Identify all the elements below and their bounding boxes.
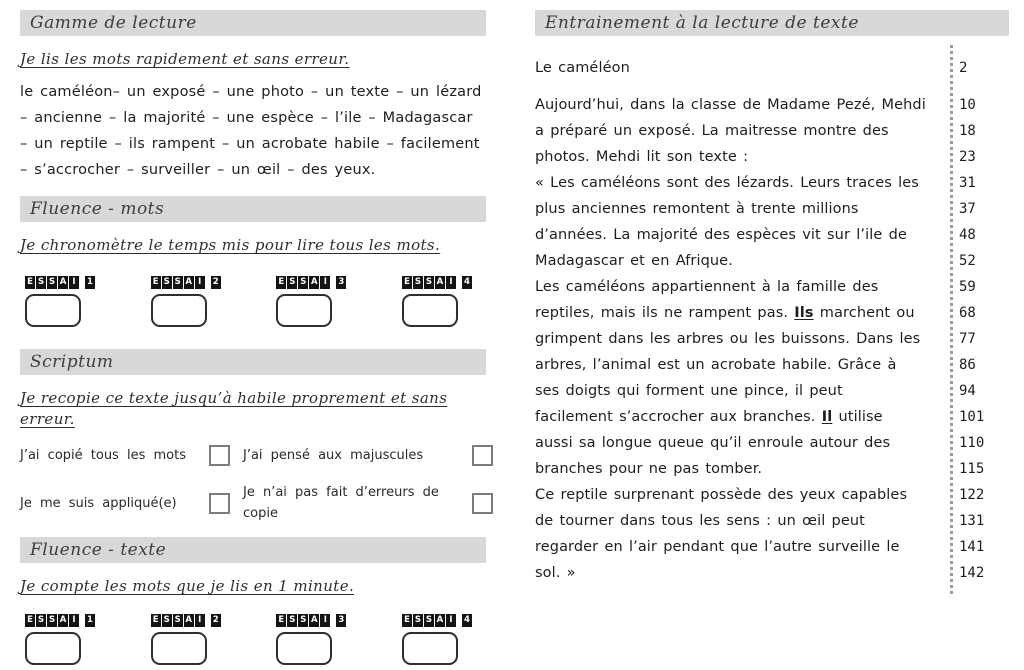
- essai-4-answer-box[interactable]: [402, 294, 458, 327]
- word-count: 77: [959, 331, 976, 347]
- essai-label: [402, 613, 472, 627]
- word-count: 2: [959, 60, 968, 76]
- text-segment: Aujourd’hui, dans la classe de Madame Pezé, Mehdi: [535, 97, 926, 113]
- checklist-label: Je me suis appliqué(e): [20, 495, 177, 511]
- essai-label: [151, 275, 221, 289]
- text-segment: branches pour ne pas tomber.: [535, 461, 763, 477]
- essai-letter-tile: S: [414, 276, 422, 287]
- word-count: 31: [959, 175, 976, 191]
- essai-letter-tile: A: [185, 614, 192, 625]
- text-line: [535, 300, 1009, 326]
- instruction-wrap: [20, 388, 486, 430]
- instruction-wrap: [20, 235, 486, 256]
- text-line: [535, 482, 1009, 508]
- text-line: [535, 378, 1009, 404]
- text-segment: « Les caméléons sont des lézards. Leurs traces les: [535, 175, 919, 191]
- essai-letter-tile: A: [311, 614, 318, 625]
- essai-label: [25, 613, 95, 627]
- text-line: [535, 196, 1009, 222]
- essai-number-tile: 1: [85, 614, 95, 627]
- essai-label: [151, 613, 221, 627]
- essai-letter-tile: A: [311, 276, 318, 287]
- essai-letter-tile: S: [425, 276, 433, 287]
- reading-text-area: [535, 55, 1009, 586]
- tile-gap: [206, 614, 210, 627]
- right-column: [535, 10, 1009, 586]
- text-segment: facilement s’accrocher aux branches.: [535, 409, 822, 425]
- line-text: [535, 487, 907, 503]
- essai-letter-tile: S: [174, 614, 181, 625]
- essai-letter-tile: E: [25, 614, 35, 627]
- line-text: [535, 227, 907, 243]
- text-segment: plus anciennes remontent à trente millions: [535, 201, 859, 217]
- text-line: [535, 170, 1009, 196]
- essai-letter-tile: S: [300, 614, 307, 625]
- checkbox[interactable]: [472, 445, 493, 466]
- essai-letter-tile: E: [151, 276, 161, 289]
- word-count: 142: [959, 565, 985, 581]
- word-count: 94: [959, 383, 976, 399]
- tile-gap: [80, 276, 84, 289]
- essai-label: [276, 613, 346, 627]
- tile-gap: [457, 614, 461, 627]
- essai-label: [276, 275, 346, 289]
- line-text: [535, 383, 843, 399]
- instruction-wrap: [20, 576, 486, 597]
- essai-row-fluence-mots: [20, 275, 472, 327]
- line-text: [535, 97, 926, 113]
- text-segment: sol. »: [535, 565, 576, 581]
- instruction-scriptum: Je recopie ce texte jusqu’à habile proprement et sans erreur.: [20, 389, 448, 428]
- essai-letter-tile: I: [195, 276, 205, 289]
- essai-number-tile: 3: [336, 614, 346, 627]
- word-count: 48: [959, 227, 976, 243]
- text-line: [535, 326, 1009, 352]
- essai-letter-tile: E: [151, 614, 161, 627]
- line-text: [535, 513, 865, 529]
- word-count: 141: [959, 539, 985, 555]
- word-count: 37: [959, 201, 976, 217]
- essai-letter-tile: E: [402, 276, 412, 289]
- text-line: [535, 222, 1009, 248]
- checklist-label: J’ai copié tous les mots: [20, 448, 186, 463]
- essai-number-tile: 3: [336, 276, 346, 289]
- text-line: [535, 534, 1009, 560]
- tile-gap: [457, 276, 461, 289]
- essai-1-answer-box[interactable]: [25, 294, 81, 327]
- word-count: 101: [959, 409, 985, 425]
- text-segment: regarder en l’air pendant que l’autre surveille le: [535, 539, 900, 555]
- line-text: [535, 279, 878, 295]
- line-text: [535, 409, 883, 425]
- essai-2-answer-box[interactable]: [151, 294, 207, 327]
- text-segment: Les caméléons appartiennent à la famille des: [535, 279, 879, 295]
- essai-3-answer-box[interactable]: [276, 632, 332, 665]
- section-title-fluence-texte: Fluence - texte: [20, 537, 486, 563]
- instruction-fluence-mots: Je chronomètre le temps mis pour lire tous les mots.: [20, 236, 441, 254]
- essai-letter-tile: I: [446, 276, 456, 289]
- essai-2-answer-box[interactable]: [151, 632, 207, 665]
- text-segment: d’années. La majorité des espèces vit sur l’ile de: [535, 227, 907, 243]
- scriptum-checklist: [20, 445, 486, 524]
- essai-letter-tile: E: [402, 614, 412, 627]
- emphasized-word: Il: [821, 409, 833, 425]
- word-count: 23: [959, 149, 976, 165]
- word-count: 10: [959, 97, 976, 113]
- section-title-gamme-de-lecture: Gamme de lecture: [20, 10, 486, 36]
- essai-letter-tile: A: [59, 614, 67, 625]
- tile-gap: [331, 276, 335, 289]
- text-line: [535, 430, 1009, 456]
- line-text: [535, 201, 859, 217]
- text-title-line: [535, 55, 1009, 81]
- essai-block: [151, 613, 221, 665]
- checklist-label: J’ai pensé aux majuscules: [243, 448, 424, 463]
- essai-letter-tile: S: [289, 276, 296, 287]
- word-count: 18: [959, 123, 976, 139]
- text-line: [535, 404, 1009, 430]
- essai-block: [151, 275, 221, 327]
- text-line: [535, 144, 1009, 170]
- essai-letter-tile: S: [48, 276, 56, 287]
- text-segment: aussi sa longue queue qu’il enroule autour des: [535, 435, 891, 451]
- text-line: [535, 118, 1009, 144]
- essai-letter-tile: S: [37, 276, 45, 287]
- section-title-fluence-mots: Fluence - mots: [20, 196, 486, 222]
- essai-1-answer-box[interactable]: [25, 632, 81, 665]
- checkbox[interactable]: [209, 445, 230, 466]
- instruction-gamme: Je lis les mots rapidement et sans erreur.: [20, 50, 350, 68]
- text-segment: Madagascar et en Afrique.: [535, 253, 733, 269]
- text-segment: a préparé un exposé. La maitresse montre des: [535, 123, 889, 139]
- checkbox[interactable]: [472, 493, 493, 514]
- essai-block: [25, 613, 95, 665]
- essai-letter-tile: S: [163, 614, 170, 625]
- text-segment: Ce reptile surprenant possède des yeux capables: [535, 487, 908, 503]
- text-line: [535, 560, 1009, 586]
- section-title-scriptum: Scriptum: [20, 349, 486, 375]
- essai-label: [402, 275, 472, 289]
- essai-letter-tile: S: [174, 276, 181, 287]
- essai-block: [276, 613, 346, 665]
- line-text: [535, 357, 896, 373]
- essai-letter-tile: A: [436, 276, 444, 287]
- essai-letter-tile: S: [37, 614, 45, 625]
- essai-letter-tile: E: [276, 276, 286, 289]
- essai-letter-tile: I: [195, 614, 205, 627]
- essai-letter-tile: S: [414, 614, 422, 625]
- essai-number-tile: 1: [85, 276, 95, 289]
- essai-label: [25, 275, 95, 289]
- essai-letter-tile: S: [425, 614, 433, 625]
- essai-letter-tile: A: [436, 614, 444, 625]
- text-line: [535, 274, 1009, 300]
- checkbox[interactable]: [209, 493, 230, 514]
- text-segment: reptiles, mais ils ne rampent pas.: [535, 305, 795, 321]
- line-text: [535, 305, 915, 321]
- text-line: [535, 508, 1009, 534]
- essai-letter-tile: I: [69, 276, 79, 289]
- essai-number-tile: 4: [462, 614, 472, 627]
- checklist-label: Je n’ai pas fait d’erreurs de copie: [243, 485, 439, 521]
- section-title-entrainement: Entrainement à la lecture de texte: [535, 10, 1009, 36]
- essai-number-tile: 2: [211, 614, 221, 627]
- essai-number-tile: 2: [211, 276, 221, 289]
- text-line: [535, 352, 1009, 378]
- word-count: 131: [959, 513, 985, 529]
- essai-letter-tile: I: [446, 614, 456, 627]
- essai-number-tile: 4: [462, 276, 472, 289]
- essai-letter-tile: A: [185, 276, 192, 287]
- line-text: [535, 253, 733, 269]
- tile-gap: [206, 276, 210, 289]
- essai-block: [276, 275, 346, 327]
- word-list: le caméléon– un exposé – une photo – un texte – un lézard – ancienne – la majorité – une espèce – l’ile – Madagascar – un reptile – ils rampent – un acrobate habile – facilement – s’accrocher – surveiller – un œil – des yeux.: [20, 84, 482, 178]
- instruction-wrap: [20, 49, 486, 70]
- essai-letter-tile: S: [300, 276, 307, 287]
- text-line: [535, 456, 1009, 482]
- text-line: [535, 92, 1009, 118]
- essai-letter-tile: I: [320, 276, 330, 289]
- line-text: [535, 461, 762, 477]
- essai-letter-tile: S: [289, 614, 296, 625]
- text-title: Le caméléon: [535, 60, 630, 76]
- text-lines: [535, 92, 1009, 586]
- line-text: [535, 539, 900, 555]
- text-segment: grimpent dans les arbres ou les buissons. Dans les: [535, 331, 921, 347]
- word-count: 59: [959, 279, 976, 295]
- word-count: 86: [959, 357, 976, 373]
- text-line: [535, 248, 1009, 274]
- tile-gap: [80, 614, 84, 627]
- essai-letter-tile: S: [163, 276, 170, 287]
- essai-letter-tile: I: [69, 614, 79, 627]
- text-segment: arbres, l’animal est un acrobate habile. Grâce à: [535, 357, 897, 373]
- essai-block: [402, 613, 472, 665]
- essai-letter-tile: I: [320, 614, 330, 627]
- essai-letter-tile: E: [25, 276, 35, 289]
- text-segment: photos. Mehdi lit son texte :: [535, 149, 749, 165]
- text-segment: de tourner dans tous les sens : un œil peut: [535, 513, 865, 529]
- essai-letter-tile: S: [48, 614, 56, 625]
- word-count: 115: [959, 461, 985, 477]
- text-segment: utilise: [832, 409, 883, 425]
- essai-letter-tile: A: [59, 276, 67, 287]
- word-count: 52: [959, 253, 976, 269]
- text-segment: marchent ou: [813, 305, 915, 321]
- line-text: [535, 435, 890, 451]
- left-column: [20, 10, 486, 665]
- instruction-fluence-texte: Je compte les mots que je lis en 1 minute.: [20, 577, 355, 595]
- essai-3-answer-box[interactable]: [276, 294, 332, 327]
- essai-4-answer-box[interactable]: [402, 632, 458, 665]
- word-count: 110: [959, 435, 985, 451]
- word-count: 122: [959, 487, 985, 503]
- line-text: [535, 123, 889, 139]
- line-text: [535, 149, 748, 165]
- essai-letter-tile: E: [276, 614, 286, 627]
- text-segment: ses doigts qui forment une pince, il peut: [535, 383, 843, 399]
- essai-block: [25, 275, 95, 327]
- essai-row-fluence-texte: [20, 613, 472, 665]
- emphasized-word: Ils: [794, 305, 814, 321]
- tile-gap: [331, 614, 335, 627]
- essai-block: [402, 275, 472, 327]
- line-text: [535, 565, 576, 581]
- line-text: [535, 331, 920, 347]
- line-text: [535, 175, 919, 191]
- word-count: 68: [959, 305, 976, 321]
